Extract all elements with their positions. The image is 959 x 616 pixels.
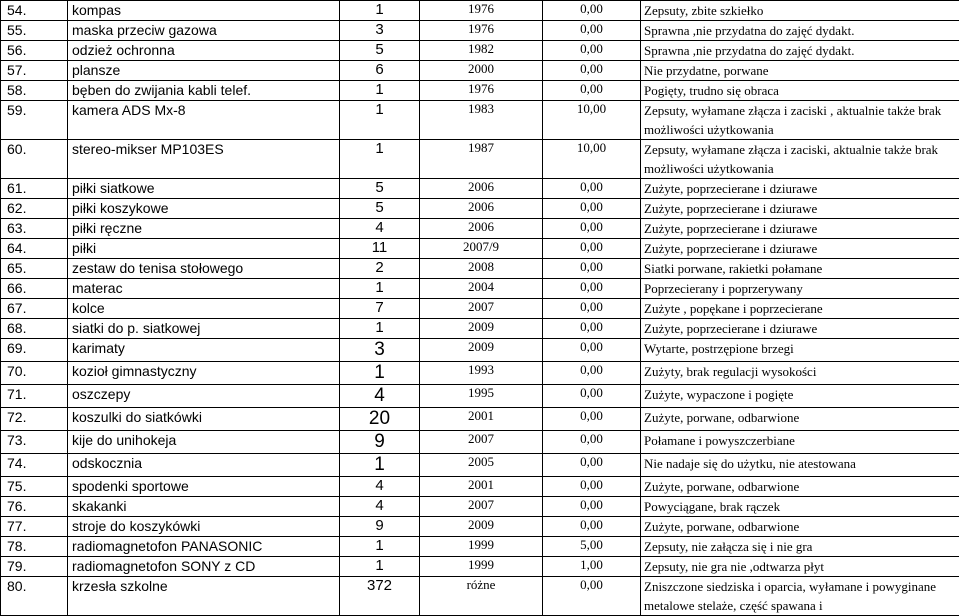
row-number: 60. <box>1 140 68 179</box>
item-value: 0,00 <box>543 219 641 239</box>
item-condition: Zniszczone siedziska i oparcia, wyłamane i powyginane metalowe stelaże, część spawana i <box>641 577 959 616</box>
row-number: 78. <box>1 537 68 557</box>
item-condition: Zużyte, porwane, odbarwione <box>641 408 959 431</box>
row-number: 79. <box>1 557 68 577</box>
row-number: 72. <box>1 408 68 431</box>
item-year: 2006 <box>420 219 543 239</box>
item-year: 2009 <box>420 339 543 362</box>
item-year: 2006 <box>420 179 543 199</box>
inventory-table-body <box>1 1 959 616</box>
item-quantity: 7 <box>340 299 420 319</box>
item-value: 0,00 <box>543 61 641 81</box>
item-quantity: 372 <box>340 577 420 616</box>
item-name: kompas <box>68 1 340 21</box>
item-condition: Pogięty, trudno się obraca <box>641 81 959 101</box>
item-condition: Zepsuty, nie załącza się i nie gra <box>641 537 959 557</box>
row-number: 61. <box>1 179 68 199</box>
item-name: kolce <box>68 299 340 319</box>
item-value: 0,00 <box>543 577 641 616</box>
item-quantity: 1 <box>340 537 420 557</box>
row-number: 62. <box>1 199 68 219</box>
item-value: 0,00 <box>543 385 641 408</box>
item-quantity: 1 <box>340 101 420 140</box>
item-year: 2007 <box>420 299 543 319</box>
item-condition: Zużyte, poprzecierane i dziurawe <box>641 199 959 219</box>
item-year: 2001 <box>420 477 543 497</box>
item-name: odzież ochronna <box>68 41 340 61</box>
item-quantity: 1 <box>340 279 420 299</box>
item-name: kozioł gimnastyczny <box>68 362 340 385</box>
table-row <box>1 577 959 616</box>
item-name: odskocznia <box>68 454 340 477</box>
item-name: bęben do zwijania kabli telef. <box>68 81 340 101</box>
item-value: 0,00 <box>543 299 641 319</box>
table-row <box>1 319 959 339</box>
item-value: 0,00 <box>543 239 641 259</box>
item-condition: Zużyty, brak regulacji wysokości <box>641 362 959 385</box>
item-quantity: 3 <box>340 21 420 41</box>
row-number: 63. <box>1 219 68 239</box>
table-row <box>1 454 959 477</box>
item-year: 1982 <box>420 41 543 61</box>
item-name: skakanki <box>68 497 340 517</box>
item-quantity: 4 <box>340 385 420 408</box>
item-condition: Zużyte, poprzecierane i dziurawe <box>641 319 959 339</box>
item-value: 0,00 <box>543 517 641 537</box>
item-quantity: 4 <box>340 497 420 517</box>
row-number: 74. <box>1 454 68 477</box>
row-number: 66. <box>1 279 68 299</box>
row-number: 70. <box>1 362 68 385</box>
row-number: 58. <box>1 81 68 101</box>
item-year: 2001 <box>420 408 543 431</box>
item-year: 2000 <box>420 61 543 81</box>
item-value: 0,00 <box>543 408 641 431</box>
item-name: kije do unihokeja <box>68 431 340 454</box>
item-name: materac <box>68 279 340 299</box>
item-year: 2004 <box>420 279 543 299</box>
table-row <box>1 21 959 41</box>
table-row <box>1 101 959 140</box>
item-condition: Zużyte, porwane, odbarwione <box>641 477 959 497</box>
item-condition: Zużyte, porwane, odbarwione <box>641 517 959 537</box>
table-row <box>1 477 959 497</box>
row-number: 75. <box>1 477 68 497</box>
row-number: 73. <box>1 431 68 454</box>
table-row <box>1 299 959 319</box>
item-name: stereo-mikser MP103ES <box>68 140 340 179</box>
item-value: 0,00 <box>543 431 641 454</box>
item-name: radiomagnetofon SONY z CD <box>68 557 340 577</box>
item-value: 0,00 <box>543 497 641 517</box>
item-condition: Nie nadaje się do użytku, nie atestowana <box>641 454 959 477</box>
item-name: piłki koszykowe <box>68 199 340 219</box>
item-year: 1999 <box>420 537 543 557</box>
table-row <box>1 339 959 362</box>
table-row <box>1 497 959 517</box>
table-row <box>1 537 959 557</box>
row-number: 77. <box>1 517 68 537</box>
item-name: krzesła szkolne <box>68 577 340 616</box>
item-name: oszczepy <box>68 385 340 408</box>
item-year: różne <box>420 577 543 616</box>
table-row <box>1 199 959 219</box>
row-number: 80. <box>1 577 68 616</box>
item-quantity: 1 <box>340 557 420 577</box>
item-value: 0,00 <box>543 81 641 101</box>
item-value: 1,00 <box>543 557 641 577</box>
table-row <box>1 408 959 431</box>
row-number: 65. <box>1 259 68 279</box>
item-value: 0,00 <box>543 339 641 362</box>
item-year: 2007/9 <box>420 239 543 259</box>
item-value: 0,00 <box>543 362 641 385</box>
item-value: 0,00 <box>543 454 641 477</box>
row-number: 57. <box>1 61 68 81</box>
item-value: 0,00 <box>543 21 641 41</box>
table-row <box>1 1 959 21</box>
item-year: 1999 <box>420 557 543 577</box>
item-name: kamera ADS Mx-8 <box>68 101 340 140</box>
item-condition: Zużyte, poprzecierane i dziurawe <box>641 219 959 239</box>
item-quantity: 3 <box>340 339 420 362</box>
item-name: radiomagnetofon PANASONIC <box>68 537 340 557</box>
item-quantity: 1 <box>340 81 420 101</box>
item-condition: Zużyte , popękane i poprzecierane <box>641 299 959 319</box>
item-condition: Połamane i powyszczerbiane <box>641 431 959 454</box>
item-condition: Zepsuty, nie gra nie ,odtwarza płyt <box>641 557 959 577</box>
item-value: 0,00 <box>543 1 641 21</box>
row-number: 76. <box>1 497 68 517</box>
item-name: piłki siatkowe <box>68 179 340 199</box>
item-year: 2009 <box>420 517 543 537</box>
item-condition: Zużyte, poprzecierane i dziurawe <box>641 179 959 199</box>
table-row <box>1 557 959 577</box>
item-quantity: 1 <box>340 1 420 21</box>
item-quantity: 4 <box>340 219 420 239</box>
table-row <box>1 517 959 537</box>
item-quantity: 11 <box>340 239 420 259</box>
item-condition: Poprzecierany i poprzerywany <box>641 279 959 299</box>
item-condition: Siatki porwane, rakietki połamane <box>641 259 959 279</box>
item-name: piłki ręczne <box>68 219 340 239</box>
item-year: 1987 <box>420 140 543 179</box>
item-name: zestaw do tenisa stołowego <box>68 259 340 279</box>
item-name: spodenki sportowe <box>68 477 340 497</box>
item-value: 0,00 <box>543 319 641 339</box>
table-row <box>1 140 959 179</box>
item-year: 1976 <box>420 81 543 101</box>
item-quantity: 4 <box>340 477 420 497</box>
item-name: koszulki do siatkówki <box>68 408 340 431</box>
item-condition: Zepsuty, wyłamane złącza i zaciski , aktualnie także brak możliwości użytkowania <box>641 101 959 140</box>
item-value: 0,00 <box>543 179 641 199</box>
item-quantity: 2 <box>340 259 420 279</box>
item-quantity: 9 <box>340 431 420 454</box>
item-quantity: 6 <box>340 61 420 81</box>
row-number: 55. <box>1 21 68 41</box>
table-row <box>1 362 959 385</box>
item-quantity: 5 <box>340 199 420 219</box>
item-value: 0,00 <box>543 259 641 279</box>
table-row <box>1 61 959 81</box>
item-condition: Sprawna ,nie przydatna do zajęć dydakt. <box>641 21 959 41</box>
item-condition: Zużyte, poprzecierane i dziurawe <box>641 239 959 259</box>
item-name: piłki <box>68 239 340 259</box>
item-quantity: 1 <box>340 319 420 339</box>
row-number: 54. <box>1 1 68 21</box>
table-row <box>1 385 959 408</box>
item-quantity: 5 <box>340 41 420 61</box>
item-condition: Zepsuty, zbite szkiełko <box>641 1 959 21</box>
item-value: 0,00 <box>543 477 641 497</box>
item-condition: Zepsuty, wyłamane złącza i zaciski, aktualnie także brak możliwości użytkowania <box>641 140 959 179</box>
item-value: 10,00 <box>543 101 641 140</box>
item-condition: Zużyte, wypaczone i pogięte <box>641 385 959 408</box>
item-value: 0,00 <box>543 41 641 61</box>
item-year: 1993 <box>420 362 543 385</box>
table-row <box>1 431 959 454</box>
row-number: 56. <box>1 41 68 61</box>
table-row <box>1 179 959 199</box>
row-number: 59. <box>1 101 68 140</box>
item-year: 2009 <box>420 319 543 339</box>
table-row <box>1 239 959 259</box>
item-condition: Wytarte, postrzępione brzegi <box>641 339 959 362</box>
item-name: maska przeciw gazowa <box>68 21 340 41</box>
table-row <box>1 41 959 61</box>
row-number: 69. <box>1 339 68 362</box>
item-year: 1976 <box>420 21 543 41</box>
item-year: 1983 <box>420 101 543 140</box>
item-year: 2008 <box>420 259 543 279</box>
item-quantity: 1 <box>340 362 420 385</box>
row-number: 71. <box>1 385 68 408</box>
item-year: 2007 <box>420 431 543 454</box>
item-value: 5,00 <box>543 537 641 557</box>
table-row <box>1 219 959 239</box>
item-name: karimaty <box>68 339 340 362</box>
item-value: 0,00 <box>543 279 641 299</box>
item-value: 10,00 <box>543 140 641 179</box>
row-number: 67. <box>1 299 68 319</box>
table-row <box>1 279 959 299</box>
item-year: 2007 <box>420 497 543 517</box>
item-quantity: 1 <box>340 454 420 477</box>
item-condition: Nie przydatne, porwane <box>641 61 959 81</box>
table-row <box>1 259 959 279</box>
item-name: plansze <box>68 61 340 81</box>
row-number: 64. <box>1 239 68 259</box>
item-name: siatki do p. siatkowej <box>68 319 340 339</box>
item-year: 2006 <box>420 199 543 219</box>
item-quantity: 9 <box>340 517 420 537</box>
item-condition: Powyciągane, brak rączek <box>641 497 959 517</box>
item-name: stroje do koszykówki <box>68 517 340 537</box>
table-row <box>1 81 959 101</box>
item-value: 0,00 <box>543 199 641 219</box>
item-condition: Sprawna ,nie przydatna do zajęć dydakt. <box>641 41 959 61</box>
item-year: 1995 <box>420 385 543 408</box>
item-year: 1976 <box>420 1 543 21</box>
row-number: 68. <box>1 319 68 339</box>
item-quantity: 20 <box>340 408 420 431</box>
item-quantity: 1 <box>340 140 420 179</box>
item-year: 2005 <box>420 454 543 477</box>
item-quantity: 5 <box>340 179 420 199</box>
